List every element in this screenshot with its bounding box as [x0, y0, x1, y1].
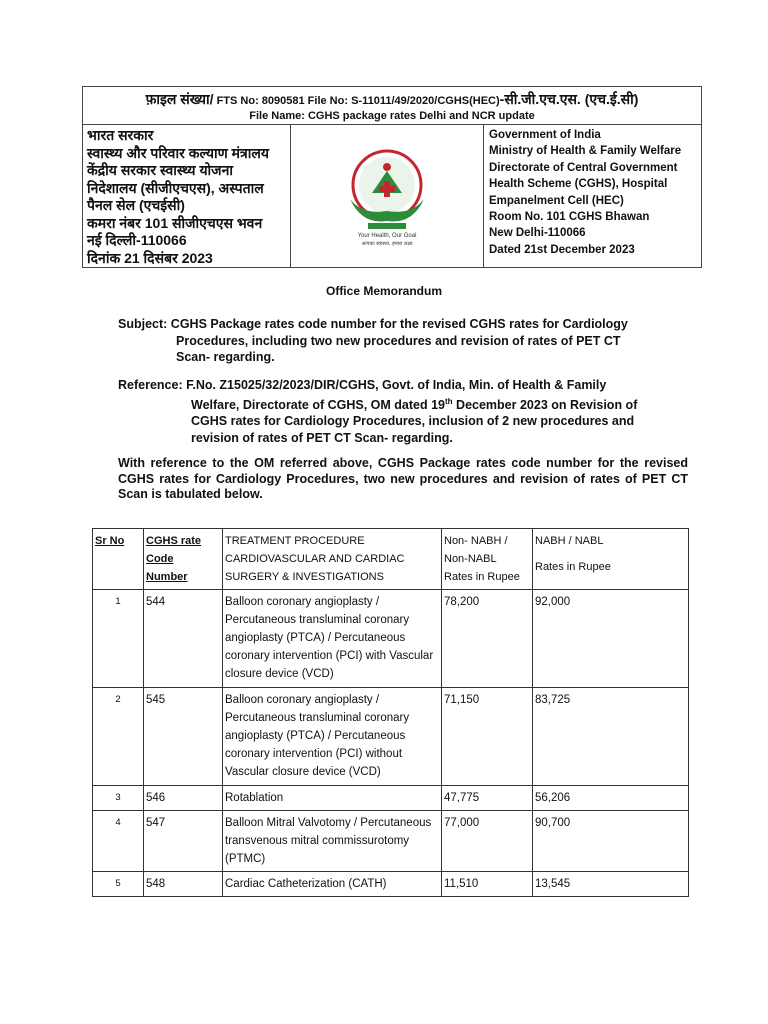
- english-address-block: [484, 125, 701, 267]
- table-header-row: [93, 529, 689, 590]
- hindi-address-line: स्वास्थ्य और परिवार कल्याण मंत्रालय: [87, 144, 269, 161]
- reference-block: [118, 377, 698, 446]
- subject-line: CGHS Package rates code number for the revised CGHS rates for Cardiology: [170, 317, 628, 331]
- english-address-line: Health Scheme (CGHS), Hospital: [489, 178, 668, 191]
- cell-non-nabh-rate: 71,150: [442, 688, 533, 786]
- header-sr-no: Sr No: [93, 529, 144, 590]
- header-procedure: TREATMENT PROCEDURE CARDIOVASCULAR AND CARDIAC SURGERY & INVESTIGATIONS: [223, 529, 442, 590]
- cell-code: 546: [144, 786, 223, 811]
- reference-line: F.No. Z15025/32/2023/DIR/CGHS, Govt. of India, Min. of Health & Family: [186, 378, 607, 392]
- table-row: [93, 590, 689, 688]
- file-number-text: FTS No: 8090581 File No: S-11011/49/2020/CGHS(HEC): [213, 95, 500, 107]
- subject-label: Subject:: [118, 317, 171, 331]
- cell-non-nabh-rate: 11,510: [442, 872, 533, 897]
- logo-tagline-hindi: आपका स्वास्थ्य, हमारा लक्ष्य: [361, 241, 413, 247]
- cell-sr: 5: [93, 872, 144, 897]
- table-row: [93, 811, 689, 872]
- hindi-address-line: भारत सरकार: [87, 127, 154, 143]
- cell-sr: 1: [93, 590, 144, 688]
- cell-non-nabh-rate: 77,000: [442, 811, 533, 872]
- cell-sr: 3: [93, 786, 144, 811]
- table-row: [93, 872, 689, 897]
- cell-code: 545: [144, 688, 223, 786]
- hindi-address-line: केंद्रीय सरकार स्वास्थ्य योजना: [87, 162, 233, 178]
- file-number-line: [83, 90, 701, 109]
- hindi-date-line: दिनांक 21 दिसंबर 2023: [87, 249, 213, 266]
- header-nabh: NABH / NABL Rates in Rupee: [533, 529, 689, 590]
- cell-nabh-rate: 83,725: [533, 688, 689, 786]
- intro-paragraph: With reference to the OM referred above, CGHS Package rates code number for the revised CGHS rates for Cardiology Procedures, two new procedures and revision of rates of PET CT Scan is tabulated below.: [118, 456, 688, 501]
- cell-sr: 2: [93, 688, 144, 786]
- hindi-address-line: कमरा नंबर 101 सीजीएचएस भवन: [87, 214, 263, 231]
- hindi-address-block: [83, 125, 291, 267]
- cell-nabh-rate: 56,206: [533, 786, 689, 811]
- reference-line: CGHS rates for Cardiology Procedures, inclusion of 2 new procedures and: [191, 414, 635, 429]
- reference-line: revision of rates of PET CT Scan- regarding.: [191, 430, 453, 445]
- cell-procedure: Balloon Mitral Valvotomy / Percutaneous transvenous mitral commissurotomy (PTMC): [223, 811, 442, 872]
- english-address-line: Government of India: [489, 129, 601, 141]
- memo-title: Office Memorandum: [325, 284, 442, 298]
- file-number-hindi-tail: -सी.जी.एच.एस. (एच.ई.सी): [499, 91, 639, 107]
- english-address-line: New Delhi-110066: [489, 227, 586, 240]
- english-address-line: Empanelment Cell (HEC): [489, 194, 624, 207]
- cell-code: 547: [144, 811, 223, 872]
- english-date-line: Dated 21st December 2023: [489, 243, 635, 256]
- file-name: File Name: CGHS package rates Delhi and NCR update: [249, 110, 535, 122]
- english-address-line: Directorate of Central Government: [489, 161, 678, 174]
- table-row: [93, 688, 689, 786]
- table-row: [93, 786, 689, 811]
- cell-nabh-rate: 13,545: [533, 872, 689, 897]
- file-number-hindi-label: फ़ाइल संख्या/: [145, 91, 214, 107]
- cell-nabh-rate: 90,700: [533, 811, 689, 872]
- english-address-line: Room No. 101 CGHS Bhawan: [489, 211, 650, 224]
- cell-procedure: Balloon coronary angioplasty / Percutaneous transluminal coronary angioplasty (PTCA) / Percutaneous coronary intervention (PCI) with Vascular closure device (VCD): [223, 590, 442, 688]
- hindi-address-line: पैनल सेल (एचईसी): [87, 197, 185, 213]
- cell-procedure: Rotablation: [223, 786, 442, 811]
- logo-tagline: Your Health, Our Goal: [357, 233, 417, 239]
- subject-block: [118, 316, 698, 366]
- hindi-address-line: निदेशालय (सीजीएचएस), अस्पताल: [87, 179, 264, 196]
- hindi-address-line: नई दिल्ली-110066: [87, 232, 187, 248]
- header-non-nabh: Non- NABH / Non-NABL Rates in Rupee: [442, 529, 533, 590]
- cell-non-nabh-rate: 78,200: [442, 590, 533, 688]
- cghs-logo-icon: [332, 141, 442, 251]
- header-code: CGHS rate Code Number: [144, 529, 223, 590]
- logo-cell: [291, 125, 484, 267]
- cell-procedure: Balloon coronary angioplasty / Percutaneous transluminal coronary angioplasty (PTCA) / Percutaneous coronary intervention (PCI) without Vascular closure device (VCD): [223, 688, 442, 786]
- reference-label: Reference:: [118, 378, 187, 392]
- rates-table: [92, 528, 689, 897]
- english-address-line: Ministry of Health & Family Welfare: [489, 145, 682, 158]
- subject-line: Scan- regarding.: [176, 350, 275, 364]
- cell-code: 548: [144, 872, 223, 897]
- cell-code: 544: [144, 590, 223, 688]
- letterhead-box: [82, 86, 702, 268]
- cell-sr: 4: [93, 811, 144, 872]
- file-info-row: [83, 87, 701, 125]
- subject-line: Procedures, including two new procedures and revision of rates of PET CT: [176, 333, 621, 348]
- cell-non-nabh-rate: 47,775: [442, 786, 533, 811]
- reference-line: Welfare, Directorate of CGHS, OM dated 19th December 2023 on Revision of: [191, 396, 638, 412]
- cell-procedure: Cardiac Catheterization (CATH): [223, 872, 442, 897]
- cell-nabh-rate: 92,000: [533, 590, 689, 688]
